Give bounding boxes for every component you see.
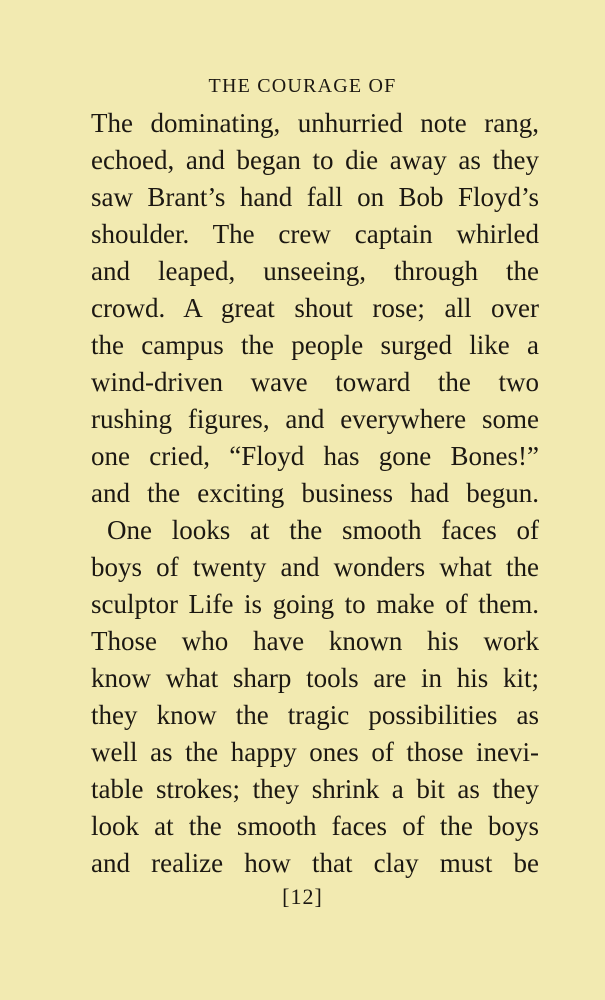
text-line: look at the smooth faces of the boys bbox=[91, 811, 539, 841]
text-line: Those who have known his work bbox=[91, 626, 539, 656]
text-line: the campus the people surged like a bbox=[91, 330, 539, 360]
text-line: well as the happy ones of those inevi- bbox=[91, 737, 539, 767]
text-line: one cried, “Floyd has gone Bones!” bbox=[91, 441, 539, 471]
text-line: boys of twenty and wonders what the bbox=[91, 552, 539, 582]
text-line: and the exciting business had begun. bbox=[91, 478, 539, 508]
text-line: sculptor Life is going to make of them. bbox=[91, 589, 539, 619]
text-line: echoed, and began to die away as they bbox=[91, 145, 539, 175]
running-head: THE COURAGE OF bbox=[208, 75, 397, 97]
text-line: shoulder. The crew captain whirled bbox=[91, 219, 539, 249]
page-number: [12] bbox=[282, 884, 323, 909]
text-line: and realize how that clay must be bbox=[91, 848, 539, 878]
text-line: and leaped, unseeing, through the bbox=[91, 256, 539, 286]
paragraph-1 bbox=[91, 105, 539, 512]
text-line: rushing figures, and everywhere some bbox=[91, 404, 539, 434]
text-line: crowd. A great shout rose; all over bbox=[91, 293, 539, 323]
text-line: they know the tragic possibilities as bbox=[91, 700, 539, 730]
paragraph-2 bbox=[91, 512, 539, 882]
text-line: The dominating, unhurried note rang, bbox=[91, 108, 539, 138]
text-line: saw Brant’s hand fall on Bob Floyd’s bbox=[91, 182, 539, 212]
text-line: table strokes; they shrink a bit as they bbox=[91, 774, 539, 804]
text-line: wind-driven wave toward the two bbox=[91, 367, 539, 397]
text-line: know what sharp tools are in his kit; bbox=[91, 663, 539, 693]
text-line: One looks at the smooth faces of bbox=[107, 515, 539, 545]
body-text bbox=[91, 105, 539, 882]
